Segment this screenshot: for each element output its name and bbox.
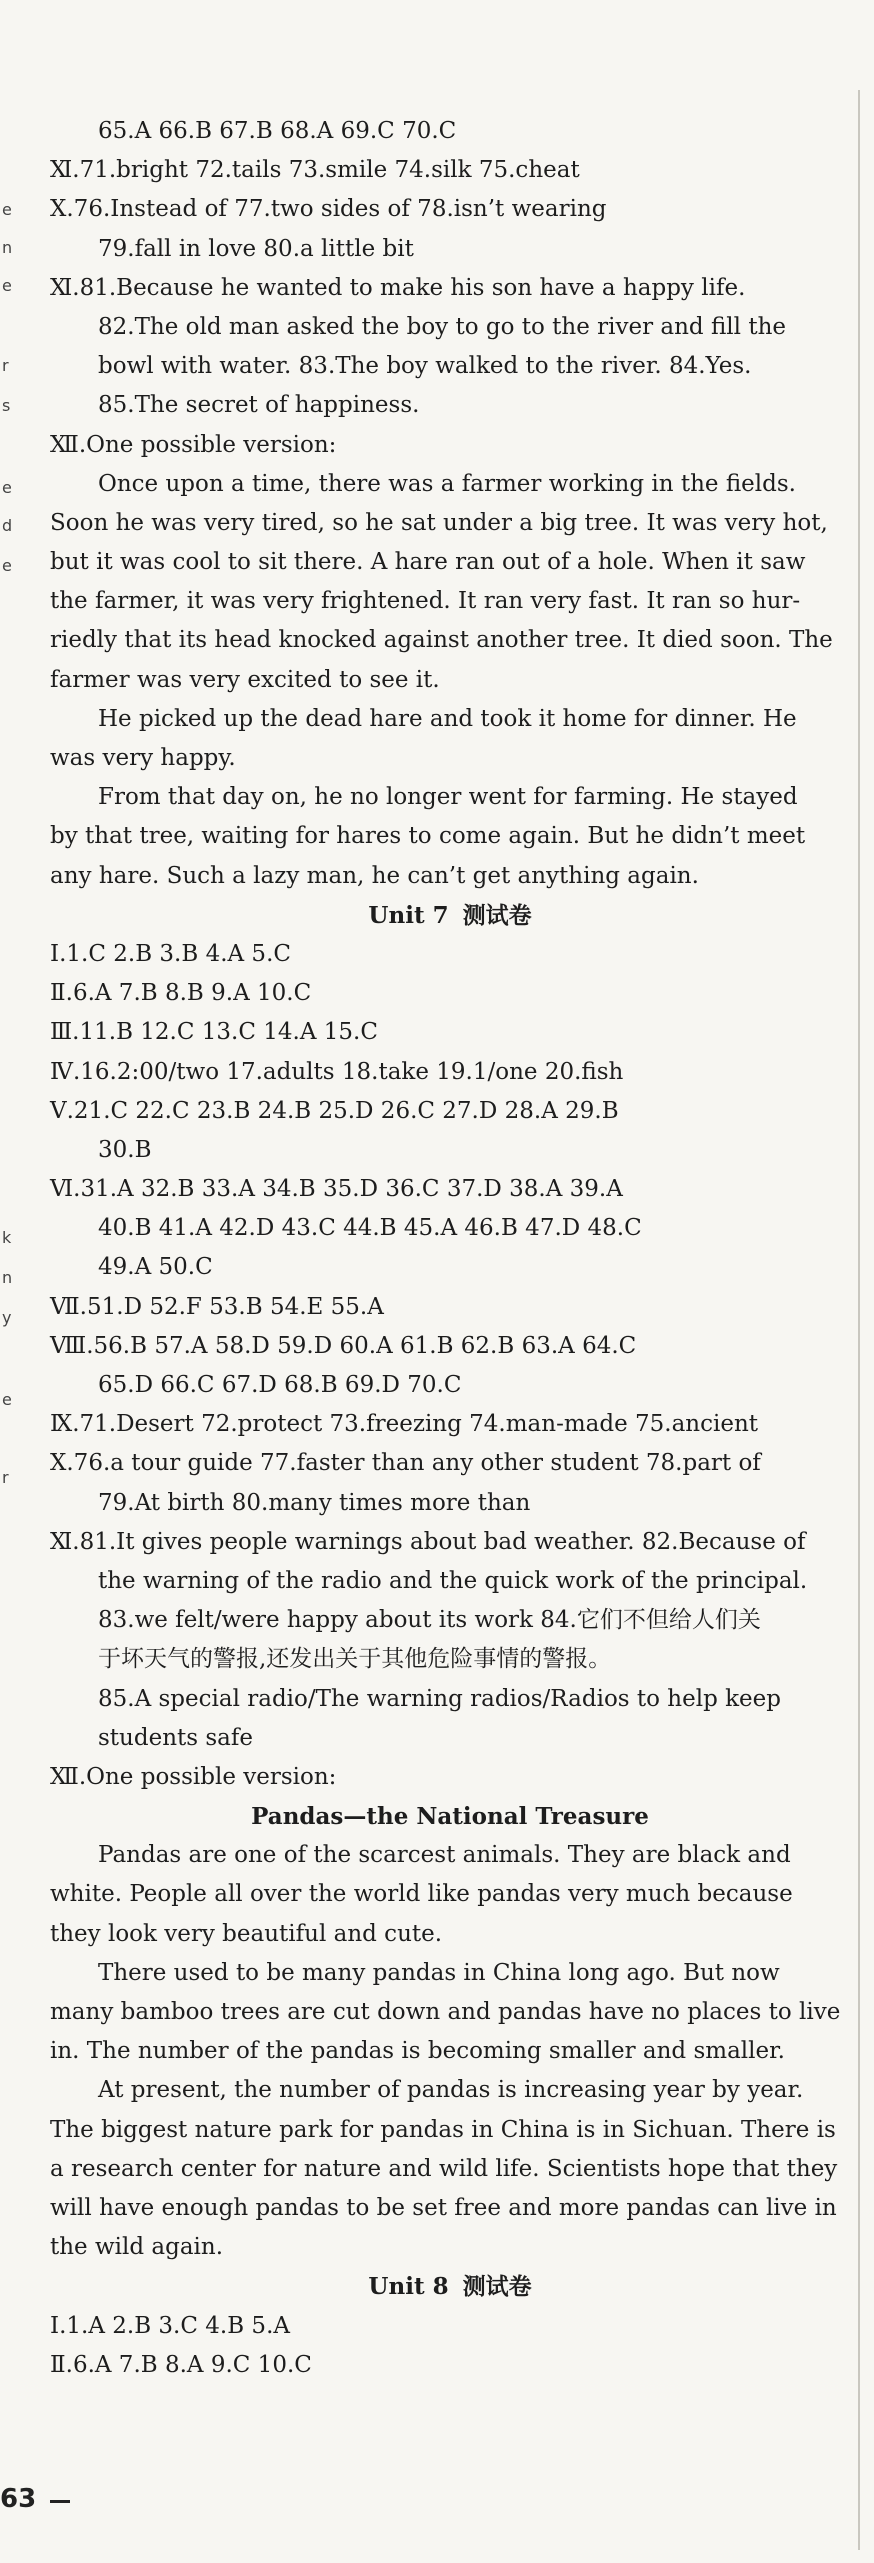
text-line: 65.D 66.C 67.D 68.B 69.D 70.C (98, 1372, 462, 1398)
unit8-title: Unit 8 (368, 2273, 449, 2301)
right-edge-rule (858, 90, 860, 2550)
text-line: a research center for nature and wild life. Scientists hope that they (50, 2155, 838, 2182)
text-line: any hare. Such a lazy man, he can’t get anything again. (50, 862, 699, 889)
text-line: Ⅺ.81.Because he wanted to make his son have a happy life. (50, 274, 746, 301)
text-line: will have enough pandas to be set free and more pandas can live in (50, 2194, 837, 2221)
margin-mark: d (2, 516, 13, 535)
text-line: Ⅷ.56.B 57.A 58.D 59.D 60.A 61.B 62.B 63.A 64.C (50, 1332, 637, 1359)
margin-mark: n (2, 238, 13, 257)
text-line: many bamboo trees are cut down and pandas have no places to live (50, 1999, 841, 2025)
text-line: From that day on, he no longer went for farming. He stayed (98, 784, 798, 811)
margin-mark: e (2, 1390, 12, 1409)
text-line: Ⅶ.51.D 52.F 53.B 54.E 55.A (50, 1293, 384, 1320)
text-line: 79.fall in love 80.a little bit (98, 235, 414, 262)
unit8-heading (50, 2267, 850, 2306)
page-number: 63 (0, 2484, 37, 2514)
text-line: in. The number of the pandas is becoming smaller and smaller. (50, 2038, 785, 2065)
text-line: 82.The old man asked the boy to go to the river and fill the (98, 313, 787, 340)
text-line: 30.B (98, 1136, 152, 1163)
text-line: Ⅰ.1.A 2.B 3.C 4.B 5.A (50, 2312, 290, 2339)
text-line: The biggest nature park for pandas in China is in Sichuan. There is (50, 2116, 836, 2143)
unit8-answers-block (50, 2307, 850, 2385)
margin-mark: e (2, 478, 12, 497)
text-line: but it was cool to sit there. A hare ran out of a hole. When it saw (50, 549, 806, 576)
margin-mark: y (2, 1308, 12, 1327)
unit8-test-label: 测试卷 (462, 2274, 532, 2301)
unit7-heading (50, 896, 850, 935)
text-line: There used to be many pandas in China long ago. But now (98, 1959, 780, 1986)
text-line: Ⅱ.6.A 7.B 8.B 9.A 10.C (50, 980, 312, 1007)
text-line: Pandas are one of the scarcest animals. They are black and (98, 1842, 791, 1869)
text-line: Ⅻ.One possible version: (50, 431, 337, 458)
text-line: 83.we felt/were happy about its work 84.它们不但给人们关 (98, 1607, 761, 1634)
text-line: Ⅺ.71.bright 72.tails 73.smile 74.silk 75.cheat (50, 157, 580, 184)
text-line: by that tree, waiting for hares to come again. But he didn’t meet (50, 823, 806, 850)
unit6-answers-block (50, 112, 850, 896)
text-line: riedly that its head knocked against another tree. It died soon. The (50, 627, 833, 654)
text-line: 85.A special radio/The warning radios/Radios to help keep (98, 1685, 782, 1712)
text-line: 65.A 66.B 67.B 68.A 69.C 70.C (98, 118, 457, 144)
text-line: At present, the number of pandas is increasing year by year. (98, 2077, 804, 2104)
answer-content (50, 112, 850, 2385)
text-line: Ⅸ.71.Desert 72.protect 73.freezing 74.man-made 75.ancient (50, 1411, 759, 1438)
text-line: Ⅹ.76.Instead of 77.two sides of 78.isn’t wearing (50, 196, 607, 223)
text-line: Ⅳ.16.2:00/two 17.adults 18.take 19.1/one 20.fish (50, 1058, 624, 1085)
unit7-test-label: 测试卷 (462, 902, 532, 929)
margin-mark: r (2, 356, 9, 375)
text-line: Ⅺ.81.It gives people warnings about bad weather. 82.Because of (50, 1528, 806, 1555)
margin-mark: r (2, 1468, 9, 1487)
text-line: 85.The secret of happiness. (98, 392, 420, 419)
text-line: Soon he was very tired, so he sat under a big tree. It was very hot, (50, 509, 828, 536)
text-line: Ⅰ.1.C 2.B 3.B 4.A 5.C (50, 940, 291, 967)
text-line: white. People all over the world like pandas very much because (50, 1881, 793, 1908)
text-line: the warning of the radio and the quick work of the principal. (98, 1567, 808, 1594)
text-line: He picked up the dead hare and took it home for dinner. He (98, 705, 797, 732)
margin-mark: e (2, 200, 12, 219)
margin-mark: k (2, 1228, 12, 1247)
text-line: Ⅹ.76.a tour guide 77.faster than any other student 78.part of (50, 1450, 761, 1477)
text-line: 于坏天气的警报,还发出关于其他危险事情的警报。 (98, 1646, 612, 1673)
text-line: the wild again. (50, 2234, 224, 2261)
margin-mark: e (2, 276, 12, 295)
left-binding-margin (0, 0, 30, 2563)
unit7-title: Unit 7 (368, 901, 449, 929)
text-line: Ⅱ.6.A 7.B 8.A 9.C 10.C (50, 2351, 312, 2378)
text-line: farmer was very excited to see it. (50, 666, 440, 693)
margin-mark: n (2, 1268, 13, 1287)
text-line: was very happy. (50, 745, 236, 771)
text-line: the farmer, it was very frightened. It ran very fast. It ran so hur- (50, 588, 801, 615)
text-line: bowl with water. 83.The boy walked to the river. 84.Yes. (98, 353, 752, 380)
page-number-dash (50, 2500, 70, 2503)
margin-mark: e (2, 556, 12, 575)
text-line: they look very beautiful and cute. (50, 1920, 443, 1947)
text-line: 79.At birth 80.many times more than (98, 1489, 531, 1516)
essay-block (50, 1836, 850, 2267)
text-line: Ⅴ.21.C 22.C 23.B 24.B 25.D 26.C 27.D 28.A 29.B (50, 1097, 619, 1124)
essay-title: Pandas—the National Treasure (251, 1803, 649, 1831)
text-line: 49.A 50.C (98, 1254, 213, 1281)
unit7-answers-block (50, 935, 850, 1797)
margin-mark: s (2, 396, 11, 415)
text-line: Once upon a time, there was a farmer working in the fields. (98, 470, 796, 497)
text-line: Ⅻ.One possible version: (50, 1763, 337, 1790)
text-line: 40.B 41.A 42.D 43.C 44.B 45.A 46.B 47.D 48.C (98, 1215, 642, 1242)
text-line: students safe (98, 1724, 254, 1751)
text-line: Ⅲ.11.B 12.C 13.C 14.A 15.C (50, 1019, 378, 1046)
text-line: Ⅵ.31.A 32.B 33.A 34.B 35.D 36.C 37.D 38.A 39.A (50, 1176, 623, 1203)
